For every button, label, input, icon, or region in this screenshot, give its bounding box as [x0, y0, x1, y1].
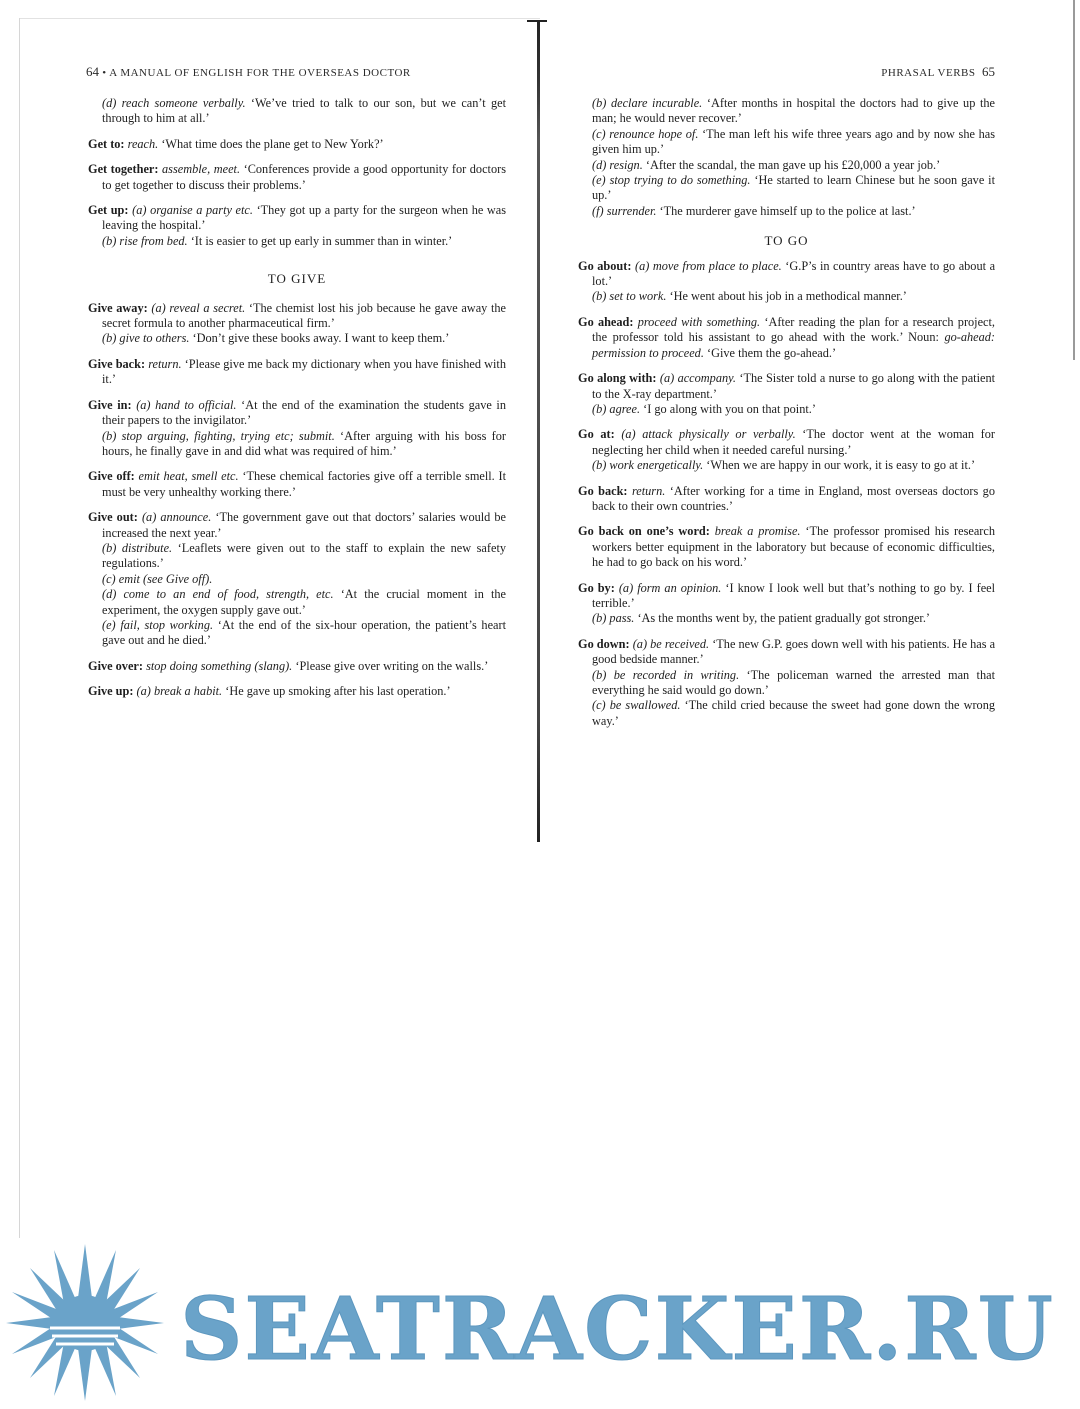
headword: Give up: [88, 684, 134, 699]
sense: (e) fail, stop working. ‘At the end of the six-hour operation, the patient’s heart gave out and he died.’ [102, 617, 506, 648]
headword: Go about: [578, 258, 632, 273]
sense: (d) resign. ‘After the scandal, the man gave up his £20,000 a year job.’ [592, 157, 941, 172]
entry-give-up: Give up: (a) break a habit. ‘He gave up smoking after his last operation.’ [88, 684, 451, 699]
left-page-column [88, 96, 506, 710]
sense: (b) rise from bed. ‘It is easier to get up early in summer than in winter.’ [102, 233, 453, 248]
sense: (b) work energetically. ‘When we are happy in our work, it is easy to go at it.’ [592, 458, 976, 473]
entry-give-in: Give in: (a) hand to official. ‘At the end of the examination the students gave in their papers to the invigilator.’ (b) stop arguing, fighting, trying etc; submit. ‘After arguing with his boss for hours, he finally gave in and did what was required of him.’ [88, 397, 507, 458]
sense: (b) declare incurable. ‘After months in hospital the doctors had to give up the man; he would never recover.’ [592, 96, 996, 126]
sense: (c) renounce hope of. ‘The man left his wife three years ago and by now she has given him up.’ [592, 126, 995, 157]
entry-get-together: Get together: assemble, meet. ‘Conferences provide a good opportunity for doctors to get together to discuss their problems.’ [88, 162, 506, 192]
entry-give-back: Give back: return. ‘Please give me back my dictionary when you have finished with it.’ [88, 356, 506, 387]
sense: (b) distribute. ‘Leaflets were given out to the staff to explain the new safety regulations.’ [102, 540, 507, 571]
entry-go-at: Go at: (a) attack physically or verbally. ‘The doctor went at the woman for neglecting her child when it needed careful nursing.’ (b) work energetically. ‘When we are happy in our work, it is easy to go at it.’ [578, 427, 995, 473]
running-head-left [86, 64, 411, 80]
headword: Go by: [578, 580, 615, 595]
entry-give-off: Give off: emit heat, smell etc. ‘These chemical factories give off a terrible smell. It must be very unhealthy working there.’ [88, 469, 507, 499]
section-heading: TO GIVE [267, 271, 327, 287]
book-title: • A MANUAL OF ENGLISH FOR THE OVERSEAS DOCTOR [102, 67, 411, 79]
entry-go-along-with: Go along with: (a) accompany. ‘The Sister told a nurse to go along with the patient to the X-ray department.’ (b) agree. ‘I go along with you on that point.’ [578, 371, 996, 416]
sense: (c) be swallowed. ‘The child cried because the sweet had gone down the wrong way.’ [592, 698, 995, 728]
sense: (c) emit (see Give off). [102, 571, 213, 586]
headword: Get up: [88, 203, 129, 218]
page-number: 64 [86, 64, 99, 79]
entry-go-by: Go by: (a) form an opinion. ‘I know I look well but that’s nothing to go by. I feel terrible.’ (b) pass. ‘As the months went by, the patient gradually got stronger.’ [578, 580, 996, 626]
sense: (b) pass. ‘As the months went by, the patient gradually got stronger.’ [592, 611, 931, 626]
running-head-right [760, 64, 995, 80]
headword: Go ahead: [578, 314, 634, 329]
entry-give-out: Give out: (a) announce. ‘The government gave out that doctors’ salaries would be increased the next year.’ (b) distribute. ‘Leaflets were given out to the staff to explain the new safety regulations.’ (c) emit (see Give off). (d) come to an end of food, strength, etc. ‘At the crucial moment in the experiment, the oxygen supply gave out.’ (e) fail, stop working. ‘At the end of the six-hour operation, the patient’s heart gave out and he died.’ [88, 510, 507, 648]
watermark-text: SEATRACKER.RU [180, 1279, 1055, 1380]
headword: Give out: [88, 510, 138, 525]
headword: Give over: [88, 658, 143, 673]
headword: Go at: [578, 427, 615, 442]
entry-continuation: (d) reach someone verbally. ‘We’ve tried to talk to our son, but we can’t get through to him at all.’ [102, 96, 507, 126]
chapter-title: PHRASAL VERBS [881, 67, 976, 79]
entry-get-up: Get up: (a) organise a party etc. ‘They got up a party for the surgeon when he was leaving the hospital.’ (b) rise from bed. ‘It is easier to get up early in summer than in winter.’ [88, 203, 507, 248]
sense: (b) be recorded in writing. ‘The policeman warned the arrested man that everything he said would go down.’ [592, 667, 995, 697]
headword: Go along with: [578, 371, 657, 386]
sun-logo-icon [0, 1236, 170, 1409]
page-edge [19, 18, 20, 1238]
entry-go-down: Go down: (a) be received. ‘The new G.P. goes down well with his patients. He has a good bedside manner.’ (b) be recorded in writing. ‘The policeman warned the arrested man that everything he said would go down.’ (c) be swallowed. ‘The child cried because the sweet had gone down the wrong way.’ [578, 636, 996, 728]
headword: Go down: [578, 636, 630, 651]
headword: Give back: [88, 356, 146, 371]
section-heading: TO GO [764, 233, 809, 249]
headword: Go back: [578, 483, 628, 498]
page-edge [1073, 0, 1075, 360]
page-edge [20, 18, 540, 19]
headword: Give in: [88, 397, 132, 412]
sense: (b) set to work. ‘He went about his job in a methodical manner.’ [592, 289, 907, 304]
sense: (d) come to an end of food, strength, etc. ‘At the crucial moment in the experiment, the oxygen supply gave out.’ [102, 587, 506, 617]
headword: Go back on one’s word: [578, 524, 710, 539]
headword: Give off: [88, 469, 135, 484]
sense: (e) stop trying to do something. ‘He started to learn Chinese but he soon gave it up.’ [592, 173, 996, 203]
entry-give-away: Give away: (a) reveal a secret. ‘The chemist lost his job because he gave away the secret formula to another pharmaceutical firm.’ (b) give to others. ‘Don’t give these books away. I want to keep them.’ [88, 300, 507, 346]
headword: Get to: [88, 136, 125, 151]
headword: Give away: [88, 300, 148, 315]
sense: (b) agree. ‘I go along with you on that point.’ [592, 401, 816, 416]
entry-go-back-on-ones-word: Go back on one’s word: break a promise. ‘The professor promised his research workers better equipment in the laboratory but because of economic difficulties, he had to go back on his word.’ [578, 524, 996, 570]
right-page-column [578, 96, 995, 739]
entry-go-ahead: Go ahead: proceed with something. ‘After reading the plan for a research project, the professor told his assistant to go ahead with the work.’ Noun: go-ahead: permission to proceed. ‘Give them the go-ahead.’ [578, 314, 996, 360]
entry-continuation [578, 96, 995, 219]
sense: (b) stop arguing, fighting, trying etc; submit. ‘After arguing with his boss for hours, he finally gave in and did what was required of him.’ [102, 428, 507, 458]
entry-get-to: Get to: reach. ‘What time does the plane get to New York?’ [88, 136, 384, 151]
binding-gutter [537, 20, 540, 842]
sense: (b) give to others. ‘Don’t give these books away. I want to keep them.’ [102, 331, 450, 346]
page-number: 65 [982, 64, 995, 79]
entry-go-about: Go about: (a) move from place to place. ‘G.P’s in country areas have to go about a lot.’ (b) set to work. ‘He went about his job in a methodical manner.’ [578, 258, 996, 304]
entry-give-over: Give over: stop doing something (slang). ‘Please give over writing on the walls.’ [88, 658, 489, 673]
sense: (f) surrender. ‘The murderer gave himself up to the police at last.’ [592, 203, 916, 218]
headword: Get together: [88, 162, 159, 177]
entry-go-back: Go back: return. ‘After working for a time in England, most overseas doctors go back to their own countries.’ [578, 483, 995, 513]
